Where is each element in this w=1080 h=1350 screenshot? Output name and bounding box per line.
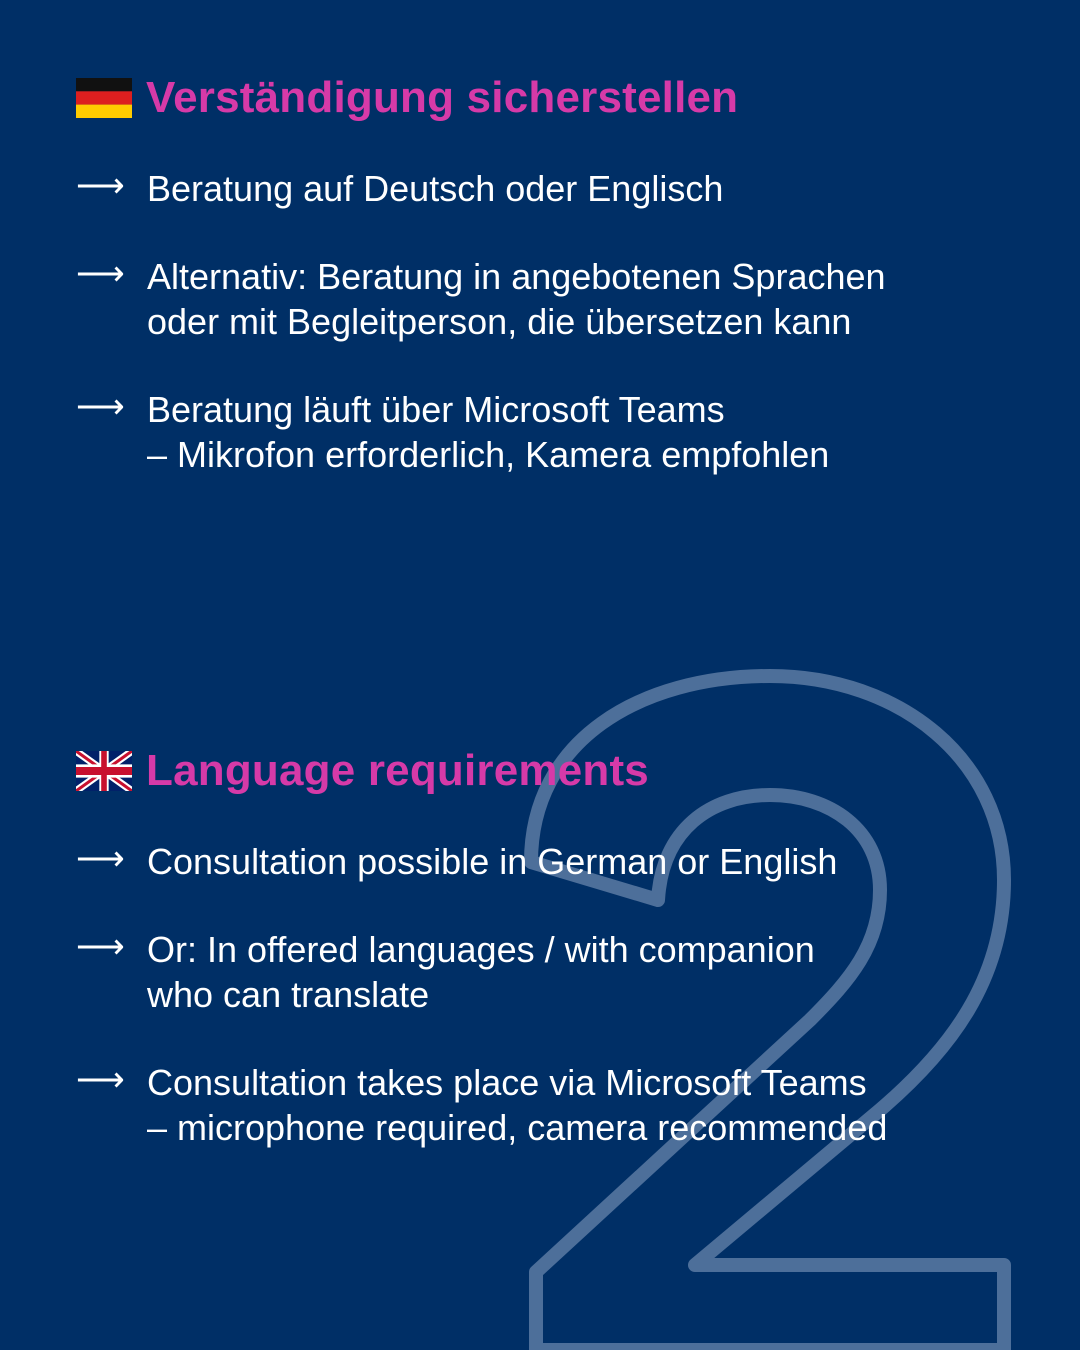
english-heading xyxy=(76,743,1036,799)
list-item-line: Beratung auf Deutsch oder Englisch xyxy=(147,168,724,209)
list-item-text xyxy=(147,387,829,477)
english-heading-text: Language requirements xyxy=(146,746,649,795)
list-item-line: Or: In offered languages / with companion xyxy=(147,929,815,970)
list-item-text xyxy=(147,166,723,211)
english-list xyxy=(76,839,1036,1150)
german-section xyxy=(76,70,1036,520)
list-item-text xyxy=(147,927,815,1017)
list-item xyxy=(76,166,1036,211)
list-item-text xyxy=(147,254,886,344)
list-item-line: Alternativ: Beratung in angebotenen Sprachen xyxy=(147,256,886,297)
germany-flag-icon xyxy=(76,78,132,118)
list-item-line: who can translate xyxy=(147,974,430,1015)
list-item xyxy=(76,387,1036,477)
german-heading-text: Verständigung sicherstellen xyxy=(146,73,739,122)
arrow-right-icon: ⟶ xyxy=(76,928,125,966)
list-item xyxy=(76,839,1036,884)
list-item-line: – Mikrofon erforderlich, Kamera empfohlen xyxy=(147,434,830,475)
arrow-right-icon: ⟶ xyxy=(76,840,125,878)
list-item-text xyxy=(147,1060,887,1150)
list-item-line: Consultation possible in German or English xyxy=(147,841,838,882)
german-list xyxy=(76,166,1036,477)
list-item-line: Consultation takes place via Microsoft Teams xyxy=(147,1062,867,1103)
german-heading xyxy=(76,70,1036,126)
list-item-line: Beratung läuft über Microsoft Teams xyxy=(147,389,725,430)
english-section xyxy=(76,743,1036,1193)
arrow-right-icon: ⟶ xyxy=(76,255,125,293)
list-item xyxy=(76,1060,1036,1150)
list-item xyxy=(76,927,1036,1017)
list-item-line: – microphone required, camera recommended xyxy=(147,1107,888,1148)
list-item xyxy=(76,254,1036,344)
arrow-right-icon: ⟶ xyxy=(76,388,125,426)
uk-flag-icon xyxy=(76,751,132,791)
arrow-right-icon: ⟶ xyxy=(76,1061,125,1099)
arrow-right-icon: ⟶ xyxy=(76,167,125,205)
list-item-text xyxy=(147,839,837,884)
list-item-line: oder mit Begleitperson, die übersetzen kann xyxy=(147,301,852,342)
